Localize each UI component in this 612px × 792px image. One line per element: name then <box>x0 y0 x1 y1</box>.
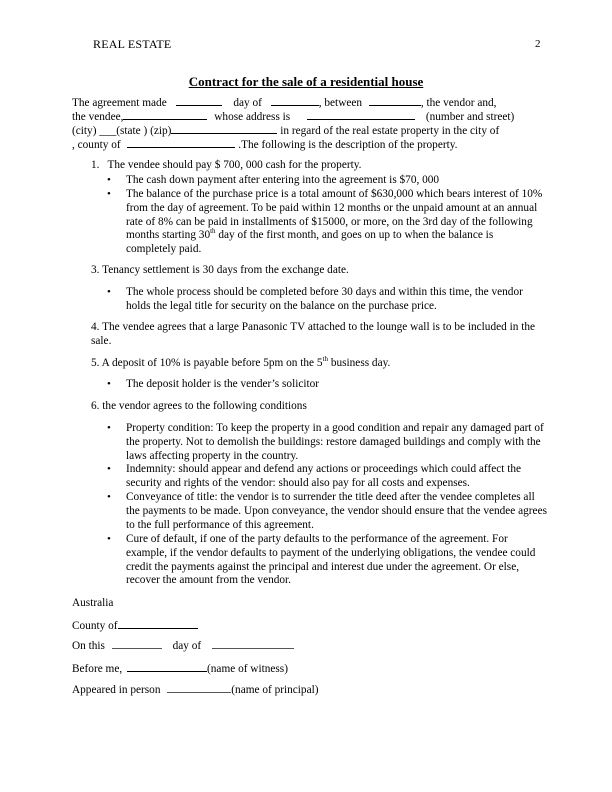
principal-blank[interactable] <box>167 687 231 693</box>
clause-6: 6. the vendor agrees to the following conditions <box>91 400 307 412</box>
bullet-icon: • <box>107 174 111 186</box>
clause-3-bullet: • The whole process should be completed before 30 days and within this time, the vendor holds the legal title for security on the balance on the purchase price. <box>107 286 523 312</box>
running-header: REAL ESTATE <box>93 37 172 51</box>
vendee-name-blank[interactable] <box>123 110 207 120</box>
zip-blank[interactable] <box>171 124 277 134</box>
clause-1: 1. The vendee should pay $ 700, 000 cash for the property. <box>91 159 362 171</box>
document-title: Contract for the sale of a residential house <box>188 74 424 89</box>
bullet-icon: • <box>107 378 111 390</box>
date-blank[interactable] <box>176 96 222 106</box>
page-number: 2 <box>535 38 541 50</box>
clause-5: 5. A deposit of 10% is payable before 5pm on the 5th business day. <box>91 355 391 369</box>
clause-6-bullet-4: • Cure of default, if one of the party defaults to the performance of the agreement. For example, if the vendor defaults to payment of the underlying obligations, the vendee could credit the payments against the principal and interest due under the agreement. Or else, recover the amount from the vendor. <box>107 533 536 587</box>
on-this-blank[interactable] <box>112 643 162 649</box>
bullet-icon: • <box>107 463 111 475</box>
county-line: County of <box>72 619 198 634</box>
bullet-icon: • <box>107 533 111 545</box>
county-blank[interactable] <box>127 138 235 148</box>
bullet-icon: • <box>107 422 111 434</box>
clause-6-bullet-1: • Property condition: To keep the property in a good condition and repair any damaged part of the property. Not to demolish the buildings: restore damaged buildings and comply with the laws affecting property in the country. <box>107 422 544 462</box>
intro-line-1: The agreement made day of , between , the vendor and, <box>72 97 497 109</box>
day-of-blank[interactable] <box>212 643 294 649</box>
bullet-icon: • <box>107 491 111 503</box>
clause-3: 3. Tenancy settlement is 30 days from the exchange date. <box>91 264 349 276</box>
clause-4: 4. The vendee agrees that a large Panasonic TV attached to the lounge wall is to be included in the sale. <box>91 321 535 347</box>
clause-6-bullet-2: • Indemnity: should appear and defend any actions or proceedings which could affect the security and rights of the vendor: should also pay for all costs and expenses. <box>107 463 522 489</box>
before-me-line: Before me, (name of witness) <box>72 663 288 675</box>
bullet-icon: • <box>107 286 111 298</box>
clause-1-bullet-2: • The balance of the purchase price is a total amount of $630,000 which bears interest of 10% from the day of agreement. To be paid within 12 months or the unpaid amount at an annual rate of 8% can be paid in installments of $15000, or more, on the 3rd day of the following months starting 30th day of the first month, and goes on up to when the balance is completely paid. <box>107 188 543 256</box>
month-blank[interactable] <box>271 96 319 106</box>
witness-blank[interactable] <box>127 662 207 672</box>
intro-line-3: (city) ___(state ) (zip) in regard of the real estate property in the city of <box>72 125 500 137</box>
county-of-blank[interactable] <box>118 619 198 629</box>
country-label: Australia <box>72 597 114 609</box>
intro-line-2: the vendee, whose address is (number and street) <box>72 111 515 123</box>
on-this-line: On this day of <box>72 640 294 654</box>
bullet-icon: • <box>107 188 111 200</box>
clause-5-bullet: • The deposit holder is the vender’s solicitor <box>107 378 320 390</box>
clause-1-bullet-1: • The cash down payment after entering into the agreement is $70, 000 <box>107 174 440 186</box>
clause-6-bullet-3: • Conveyance of title: the vendor is to surrender the title deed after the vendee completes all the payments to be made. Upon conveyance, the vendor should ensure that the vendee agrees to the full performance of this agreement. <box>107 491 547 531</box>
appeared-line: Appeared in person (name of principal) <box>72 684 319 696</box>
address-blank[interactable] <box>307 110 415 120</box>
vendor-name-blank[interactable] <box>369 96 421 106</box>
intro-line-4: , county of .The following is the description of the property. <box>72 139 458 151</box>
